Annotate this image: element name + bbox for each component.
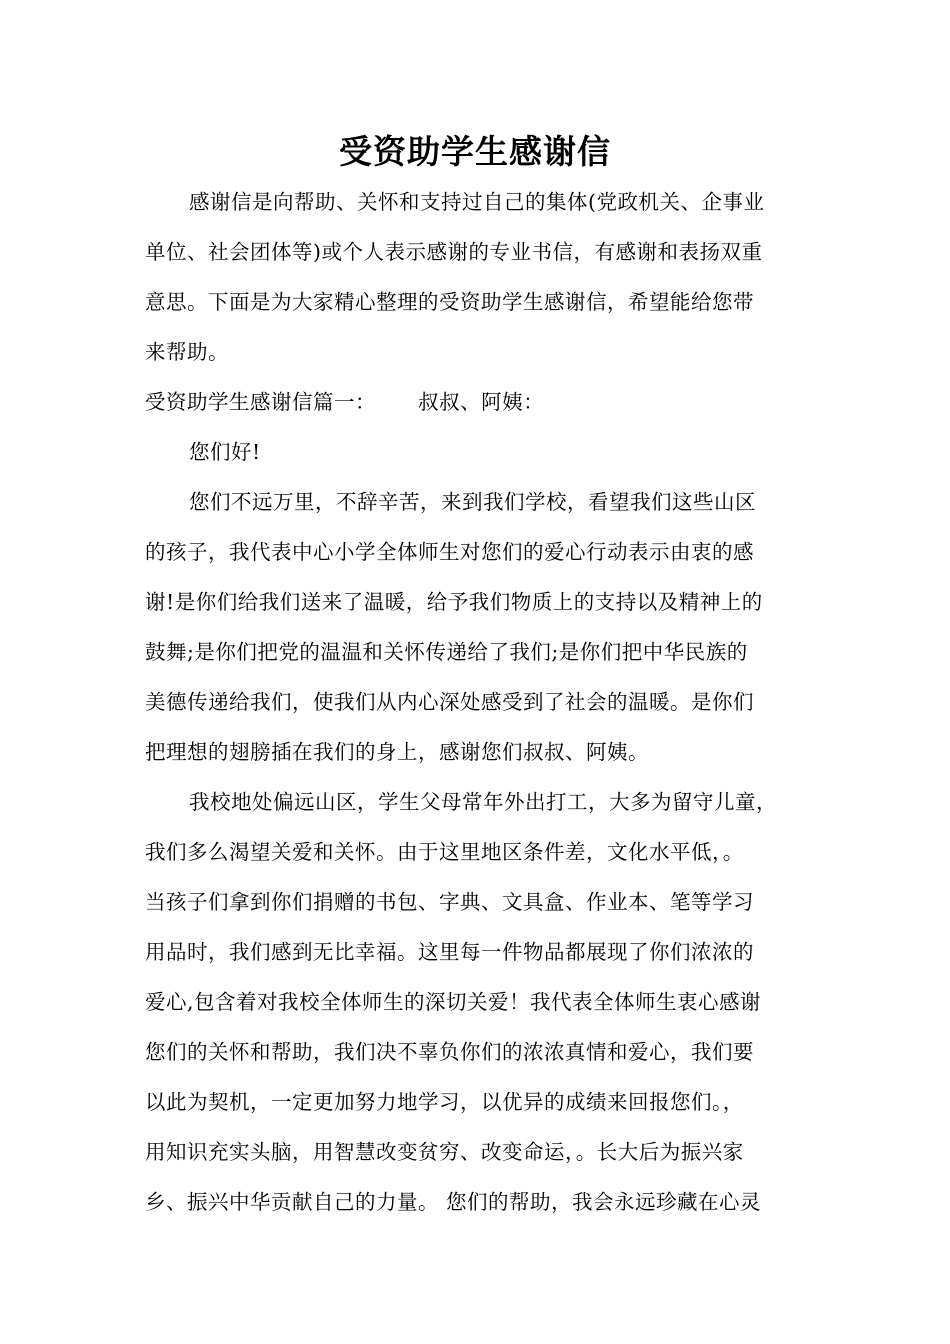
- paragraph-line: 乡、振兴中华贡献自己的力量。 您们的帮助，我会永远珍藏在心灵: [145, 1190, 762, 1214]
- paragraph-line: 用知识充实头脑，用智慧改变贫穷、改变命运，。长大后为振兴家: [145, 1140, 744, 1164]
- paragraph-line: 当孩子们拿到你们捐赠的书包、字典、文具盒、作业本、笔等学习: [145, 890, 754, 914]
- greeting-line: 您们好!: [189, 440, 261, 464]
- paragraph-line: 用品时，我们感到无比幸福。这里每一件物品都展现了你们浓浓的: [145, 940, 754, 964]
- paragraph-line: 我们多么渴望关爱和关怀。由于这里地区条件差，文化水平低，。: [145, 840, 744, 864]
- document-body: [145, 180, 835, 1230]
- paragraph-line: 您们的关怀和帮助，我们决不辜负你们的浓浓真情和爱心，我们要: [145, 1040, 754, 1064]
- paragraph-line: 以此为契机，一定更加努力地学习，以优异的成绩来回报您们。，: [145, 1090, 744, 1114]
- section-heading-line: 受资助学生感谢信篇一： 叔叔、阿姨：: [145, 390, 545, 414]
- paragraph-line: 感谢信是向帮助、关怀和支持过自己的集体(党政机关、企事业: [189, 190, 765, 214]
- document-title: 受资助学生感谢信: [339, 132, 611, 171]
- paragraph-line: 单位、社会团体等)或个人表示感谢的专业书信，有感谢和表扬双重: [145, 240, 763, 264]
- paragraph-line: 来帮助。: [145, 340, 229, 364]
- paragraph-line: 的孩子，我代表中心小学全体师生对您们的爱心行动表示由衷的感: [145, 540, 754, 564]
- paragraph-line: 我校地处偏远山区，学生父母常年外出打工，大多为留守儿童，: [189, 790, 777, 814]
- paragraph-line: 把理想的翅膀插在我们的身上，感谢您们叔叔、阿姨。: [145, 740, 649, 764]
- paragraph-line: 爱心,包含着对我校全体师生的深切关爱！我代表全体师生衷心感谢: [145, 990, 762, 1014]
- paragraph-line: 美德传递给我们，使我们从内心深处感受到了社会的温暖。是你们: [145, 690, 754, 714]
- paragraph-line: 鼓舞;是你们把党的温温和关怀传递给了我们;是你们把中华民族的: [145, 640, 748, 664]
- paragraph-line: 您们不远万里，不辞辛苦，来到我们学校，看望我们这些山区: [189, 490, 756, 514]
- paragraph-line: 意思。下面是为大家精心整理的受资助学生感谢信，希望能给您带: [145, 290, 754, 314]
- paragraph-line: 谢!是你们给我们送来了温暖，给予我们物质上的支持以及精神上的: [145, 590, 763, 614]
